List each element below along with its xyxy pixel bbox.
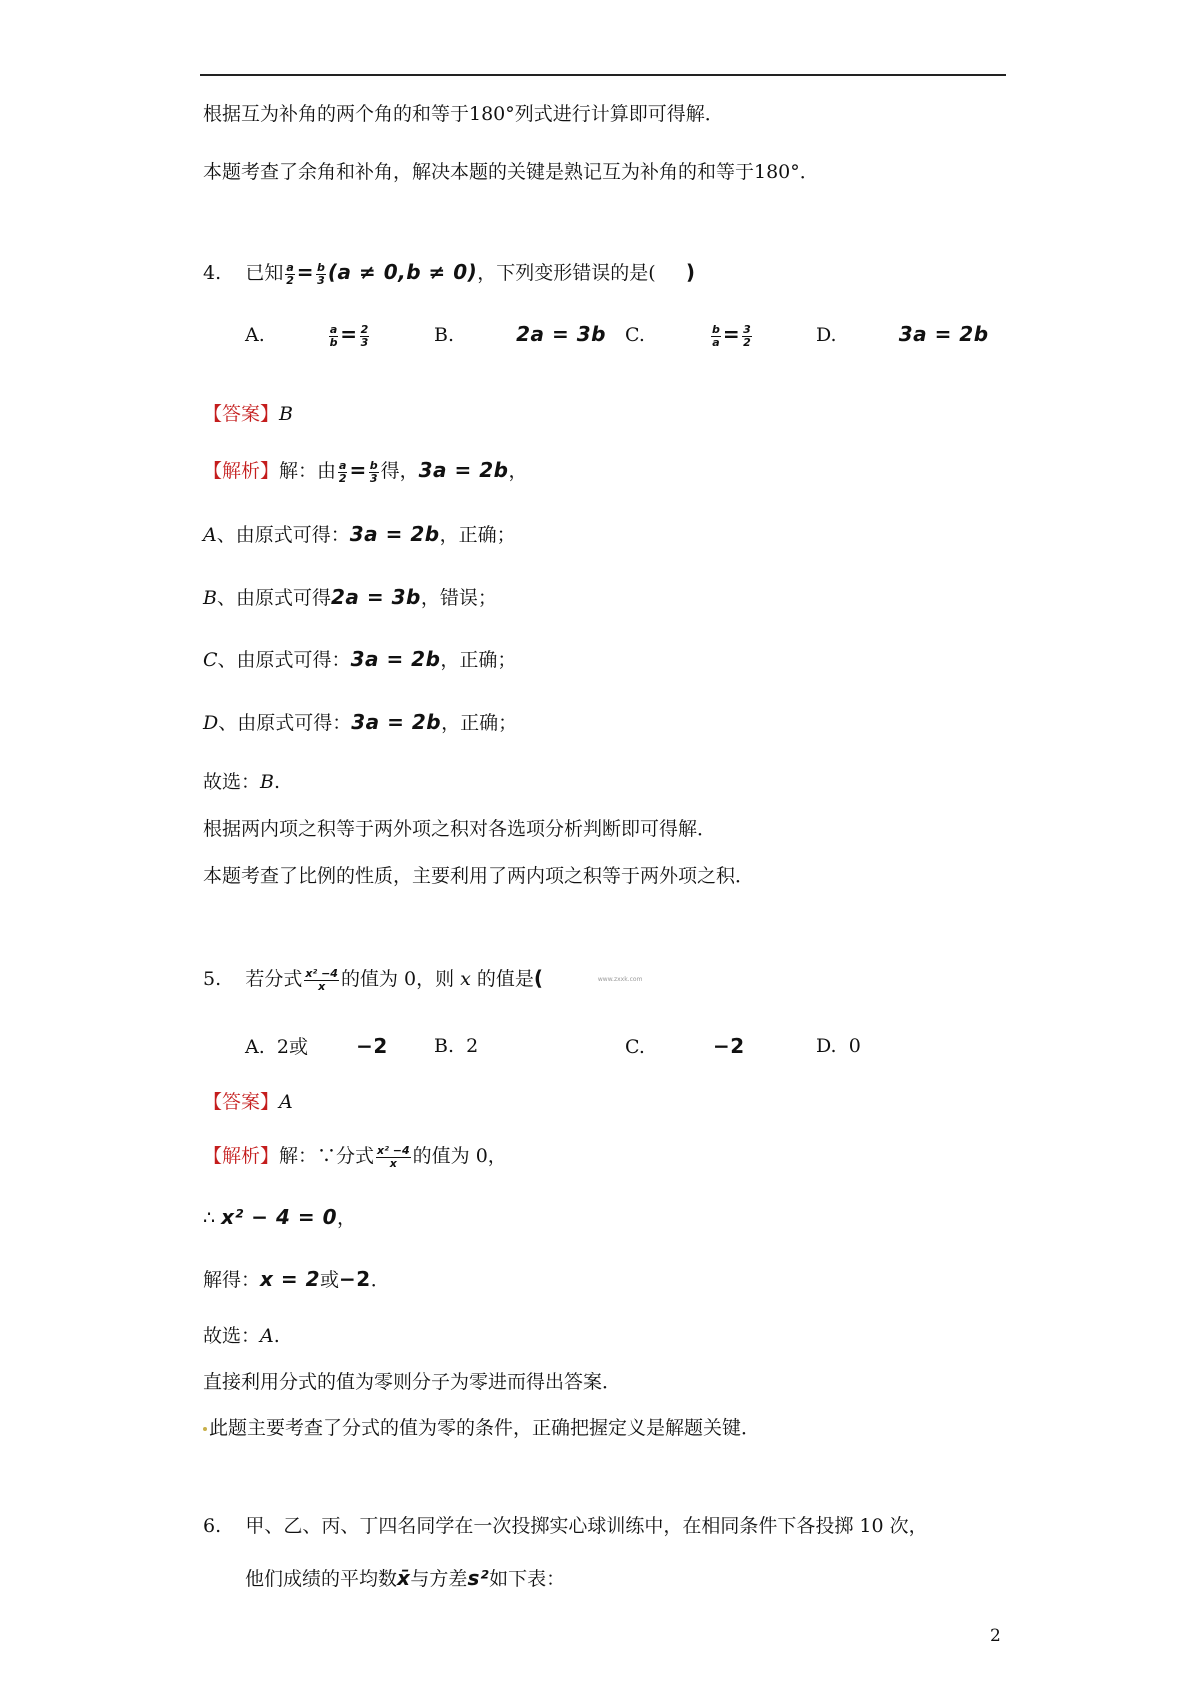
option-c: C. −2 [625,1034,745,1058]
choose-line: 故选：A. [203,1325,280,1347]
step-line: ∴ x² − 4 = 0， [203,1205,357,1229]
question-6-stem-line2: 他们成绩的平均数x̄与方差s²如下表： [245,1566,566,1590]
analysis-line: 【解析】解：∵分式 $\frac{\text{x² −4}}{x}$ 的值为 0， [203,1143,507,1170]
analysis-row: C、由原式可得：3a = 2b，正确； [203,647,517,671]
option-b: B. 2 [434,1035,479,1057]
bullet-dot [203,1427,207,1431]
question-6-stem: 6. 甲、乙、丙、丁四名同学在一次投掷实心球训练中，在相同条件下各投掷 10 次， [203,1515,928,1537]
text-line: 本题考查了余角和补角，解决本题的关键是熟记互为补角的和等于180°． [203,161,819,183]
choose-line: 故选：B. [203,771,281,793]
question-4-stem: 4. 已知 $\frac{a}{2}$ = $\frac{b}{3}$ (a ≠ 0,b ≠ 0)，下列变形错误的是( ) [203,260,696,287]
question-number: 4. [203,262,222,284]
answer-value: B [279,403,293,425]
fraction: $\frac{b}{3}$ [317,260,325,287]
question-number: 5. [203,968,222,990]
step-line: 解得：x = 2或−2． [203,1267,390,1291]
analysis-line: 【解析】解：由 $\frac{a}{2}$ = $\frac{b}{3}$ 得，3a = 2b， [203,458,528,485]
fraction: $\frac{a}{2}$ [286,260,294,287]
option-a: A. 2或 −2 [245,1034,388,1058]
option-d: D. 0 [816,1035,861,1057]
analysis-row: D、由原式可得：3a = 2b，正确； [203,710,518,734]
answer-tag: 【答案】 [203,403,280,425]
question-number: 6. [203,1515,222,1537]
answer-value: A [279,1091,293,1113]
page-number: 2 [990,1626,1001,1646]
analysis-row: A、由原式可得：3a = 2b，正确； [203,522,516,546]
option-c: C. $\frac{b}{a}$ = $\frac{3}{2}$ [625,322,751,349]
option-b: B. 2a = 3b [434,322,606,346]
note-line: 此题主要考查了分式的值为零的条件，正确把握定义是解题关键． [203,1414,760,1442]
answer-line [203,1088,293,1116]
analysis-tag: 【解析】 [203,1145,280,1167]
analysis-tag: 【解析】 [203,460,280,482]
analysis-row: B、由原式可得2a = 3b，错误； [203,585,497,609]
question-5-stem: 5. 若分式 $\frac{\text{x² −4}}{x}$ 的值为 0，则 x 的值是( www.zxxk.com [203,966,643,993]
answer-tag: 【答案】 [203,1091,280,1113]
note-line: 本题考查了比例的性质，主要利用了两内项之积等于两外项之积． [203,865,755,887]
answer-line [203,400,293,428]
option-a: A. $\frac{a}{b}$ = $\frac{2}{3}$ [245,322,369,349]
note-line: 直接利用分式的值为零则分子为零进而得出答案． [203,1371,622,1393]
watermark: www.zxxk.com [597,976,643,983]
header-rule [200,74,1006,76]
text-line: 根据互为补角的两个角的和等于180°列式进行计算即可得解． [203,103,724,125]
option-d: D. 3a = 2b [816,322,989,346]
note-line: 根据两内项之积等于两外项之积对各选项分析判断即可得解． [203,818,717,840]
